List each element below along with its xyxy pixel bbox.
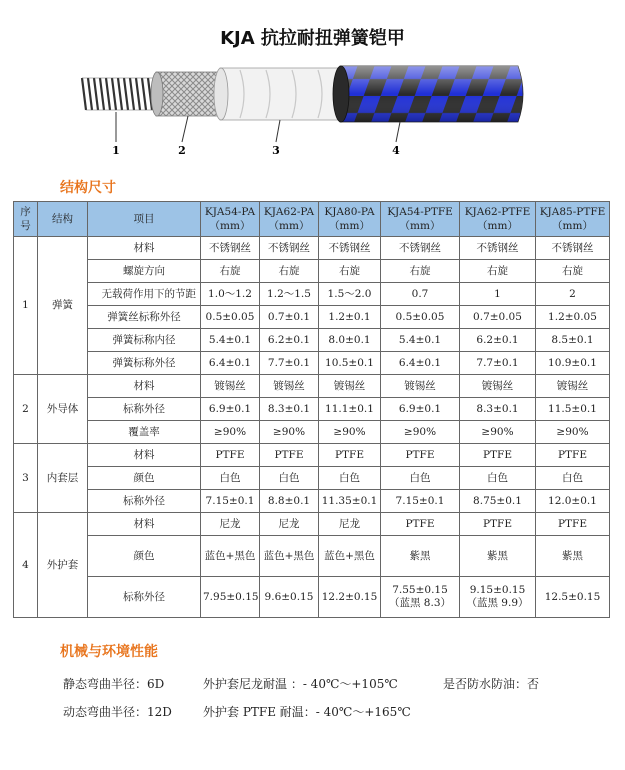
header-model [536, 202, 610, 237]
outer-conductor-braid [151, 72, 220, 116]
value-cell: 白色 [460, 467, 536, 490]
header-model [201, 202, 260, 237]
value-cell: 不锈钢丝 [319, 237, 381, 260]
value-cell: 7.15±0.1 [381, 490, 460, 513]
value-cell: 右旋 [319, 260, 381, 283]
value-cell: 7.7±0.1 [260, 352, 319, 375]
value-cell: 8.3±0.1 [460, 398, 536, 421]
model-name: KJA62-PA [263, 206, 315, 218]
group-index: 4 [14, 513, 38, 618]
value-cell: 7.15±0.1 [201, 490, 260, 513]
value-cell: 不锈钢丝 [460, 237, 536, 260]
row-item: 标称外径 [88, 398, 201, 421]
value-cell: 8.75±0.1 [460, 490, 536, 513]
value-cell: 镀锡丝 [536, 375, 610, 398]
row-item: 弹簧丝标称外径 [88, 306, 201, 329]
header-index: 序号 [14, 202, 38, 237]
value-cell: 11.1±0.1 [319, 398, 381, 421]
row-item: 覆盖率 [88, 421, 201, 444]
group-name: 内套层 [38, 444, 88, 513]
value-cell: 8.8±0.1 [260, 490, 319, 513]
row-item: 标称外径 [88, 577, 201, 618]
group-index: 3 [14, 444, 38, 513]
value-cell: 12.2±0.15 [319, 577, 381, 618]
table-row [14, 329, 610, 352]
value-cell: ≥90% [201, 421, 260, 444]
value-cell: 右旋 [536, 260, 610, 283]
value-cell: 6.9±0.1 [381, 398, 460, 421]
dynamic-bend-radius: 动态弯曲半径：12D [63, 705, 172, 719]
cable-structure-diagram [70, 62, 540, 172]
value-cell: 0.5±0.05 [381, 306, 460, 329]
value-cell: 1.5～2.0 [319, 283, 381, 306]
row-item: 弹簧标称外径 [88, 352, 201, 375]
group-index: 2 [14, 375, 38, 444]
value-cell: 9.15±0.15（蓝黑 9.9） [460, 577, 536, 618]
value-cell: 白色 [381, 467, 460, 490]
value-cell: 紫黑 [460, 536, 536, 577]
value-cell: 尼龙 [260, 513, 319, 536]
value-cell: PTFE [201, 444, 260, 467]
value-cell: PTFE [460, 513, 536, 536]
value-cell: 不锈钢丝 [381, 237, 460, 260]
value-cell: 1 [460, 283, 536, 306]
value-cell: ≥90% [536, 421, 610, 444]
model-unit: （mm） [329, 220, 370, 232]
value-cell: PTFE [536, 513, 610, 536]
group-name: 弹簧 [38, 237, 88, 375]
model-unit: （mm） [552, 220, 593, 232]
static-bend-radius: 静态弯曲半径：6D [63, 677, 165, 691]
section-title-performance: 机械与环境性能 [60, 644, 158, 660]
model-name: KJA54-PTFE [387, 206, 453, 218]
value-cell: ≥90% [381, 421, 460, 444]
value-cell: 右旋 [260, 260, 319, 283]
value-cell: 12.0±0.1 [536, 490, 610, 513]
value-cell: 0.7±0.05 [460, 306, 536, 329]
model-unit: （mm） [477, 220, 518, 232]
table-row [14, 260, 610, 283]
value-cell: 不锈钢丝 [536, 237, 610, 260]
value-cell: 镀锡丝 [460, 375, 536, 398]
value-cell: PTFE [319, 444, 381, 467]
value-cell: 0.7±0.1 [260, 306, 319, 329]
value-cell: PTFE [260, 444, 319, 467]
value-cell: 0.5±0.05 [201, 306, 260, 329]
value-cell: 镀锡丝 [201, 375, 260, 398]
header-item: 项目 [88, 202, 201, 237]
table-row [14, 536, 610, 577]
value-cell: 9.6±0.15 [260, 577, 319, 618]
value-cell: 10.9±0.1 [536, 352, 610, 375]
value-cell: 1.2±0.1 [319, 306, 381, 329]
value-cell: 7.55±0.15（蓝黑 8.3） [381, 577, 460, 618]
value-cell: 右旋 [201, 260, 260, 283]
value-cell: 2 [536, 283, 610, 306]
header-model [381, 202, 460, 237]
value-cell: PTFE [381, 513, 460, 536]
value-cell: 白色 [319, 467, 381, 490]
value-cell: 5.4±0.1 [201, 329, 260, 352]
spring-coil [82, 78, 154, 110]
model-name: KJA62-PTFE [464, 206, 531, 218]
table-row [14, 513, 610, 536]
value-cell: 1.2±0.05 [536, 306, 610, 329]
value-cell: 6.9±0.1 [201, 398, 260, 421]
value-cell: 6.2±0.1 [260, 329, 319, 352]
value-cell: 镀锡丝 [381, 375, 460, 398]
value-cell: 不锈钢丝 [201, 237, 260, 260]
model-unit: （mm） [209, 220, 251, 232]
table-header-row [14, 202, 610, 237]
model-name: KJA80-PA [324, 206, 375, 218]
page-title: KJA 抗拉耐扭弹簧铠甲 [220, 28, 405, 49]
value-cell: 紫黑 [381, 536, 460, 577]
value-cell: 蓝色+黑色 [201, 536, 260, 577]
row-item: 颜色 [88, 467, 201, 490]
row-item: 颜色 [88, 536, 201, 577]
value-cell: 10.5±0.1 [319, 352, 381, 375]
value-cell: 7.95±0.15 [201, 577, 260, 618]
callout-label-4: 4 [392, 144, 400, 157]
header-model [460, 202, 536, 237]
value-cell: 镀锡丝 [260, 375, 319, 398]
row-item: 螺旋方向 [88, 260, 201, 283]
callout-label-1: 1 [112, 144, 120, 157]
table-row [14, 444, 610, 467]
section-title-structure: 结构尺寸 [60, 180, 116, 196]
nylon-sheath-temperature: 外护套尼龙耐温 ：- 40℃～+105℃ [203, 677, 398, 691]
value-cell: 11.5±0.1 [536, 398, 610, 421]
value-cell: PTFE [460, 444, 536, 467]
value-cell: 7.7±0.1 [460, 352, 536, 375]
outer-sheath-braid [333, 66, 523, 122]
value-cell: 蓝色+黑色 [319, 536, 381, 577]
callout-label-3: 3 [272, 144, 280, 157]
value-cell: 右旋 [381, 260, 460, 283]
group-name: 外护套 [38, 513, 88, 618]
value-cell: 紫黑 [536, 536, 610, 577]
value-cell: 5.4±0.1 [381, 329, 460, 352]
spec-table [13, 201, 610, 618]
table-row [14, 577, 610, 618]
value-cell: 右旋 [460, 260, 536, 283]
value-cell: 镀锡丝 [319, 375, 381, 398]
value-cell: 0.7 [381, 283, 460, 306]
model-unit: （mm） [399, 220, 441, 232]
value-cell: 1.2～1.5 [260, 283, 319, 306]
row-item: 标称外径 [88, 490, 201, 513]
model-name: KJA54-PA [204, 206, 256, 218]
value-cell: 11.35±0.1 [319, 490, 381, 513]
value-cell: ≥90% [319, 421, 381, 444]
table-row [14, 467, 610, 490]
table-row [14, 283, 610, 306]
table-row [14, 375, 610, 398]
table-row [14, 306, 610, 329]
row-item: 材料 [88, 444, 201, 467]
value-cell: ≥90% [260, 421, 319, 444]
value-cell: PTFE [381, 444, 460, 467]
row-item: 材料 [88, 237, 201, 260]
model-unit: （mm） [268, 220, 310, 232]
value-cell: PTFE [536, 444, 610, 467]
group-name: 外导体 [38, 375, 88, 444]
model-name: KJA85-PTFE [539, 206, 606, 218]
value-cell: 蓝色+黑色 [260, 536, 319, 577]
inner-jacket-tube [214, 68, 340, 120]
table-row [14, 237, 610, 260]
value-cell: 尼龙 [201, 513, 260, 536]
row-item: 无载荷作用下的节距 [88, 283, 201, 306]
table-row [14, 421, 610, 444]
spec-table-body [14, 202, 610, 618]
value-cell: 尼龙 [319, 513, 381, 536]
table-row [14, 398, 610, 421]
header-model [260, 202, 319, 237]
value-cell: 不锈钢丝 [260, 237, 319, 260]
table-row [14, 352, 610, 375]
table-row [14, 490, 610, 513]
ptfe-sheath-temperature: 外护套 PTFE 耐温：- 40℃～+165℃ [203, 705, 411, 719]
value-cell: 8.0±0.1 [319, 329, 381, 352]
value-cell: 12.5±0.15 [536, 577, 610, 618]
value-cell: ≥90% [460, 421, 536, 444]
value-cell: 白色 [201, 467, 260, 490]
value-cell: 6.4±0.1 [381, 352, 460, 375]
waterproof-oilproof: 是否防水防油：否 [443, 677, 540, 691]
value-cell: 白色 [536, 467, 610, 490]
row-item: 弹簧标称内径 [88, 329, 201, 352]
value-cell: 白色 [260, 467, 319, 490]
callout-label-2: 2 [178, 144, 186, 157]
row-item: 材料 [88, 513, 201, 536]
value-cell: 6.2±0.1 [460, 329, 536, 352]
value-cell: 8.3±0.1 [260, 398, 319, 421]
value-cell: 1.0～1.2 [201, 283, 260, 306]
group-index: 1 [14, 237, 38, 375]
header-model [319, 202, 381, 237]
row-item: 材料 [88, 375, 201, 398]
value-cell: 8.5±0.1 [536, 329, 610, 352]
header-structure: 结构 [38, 202, 88, 237]
value-cell: 6.4±0.1 [201, 352, 260, 375]
